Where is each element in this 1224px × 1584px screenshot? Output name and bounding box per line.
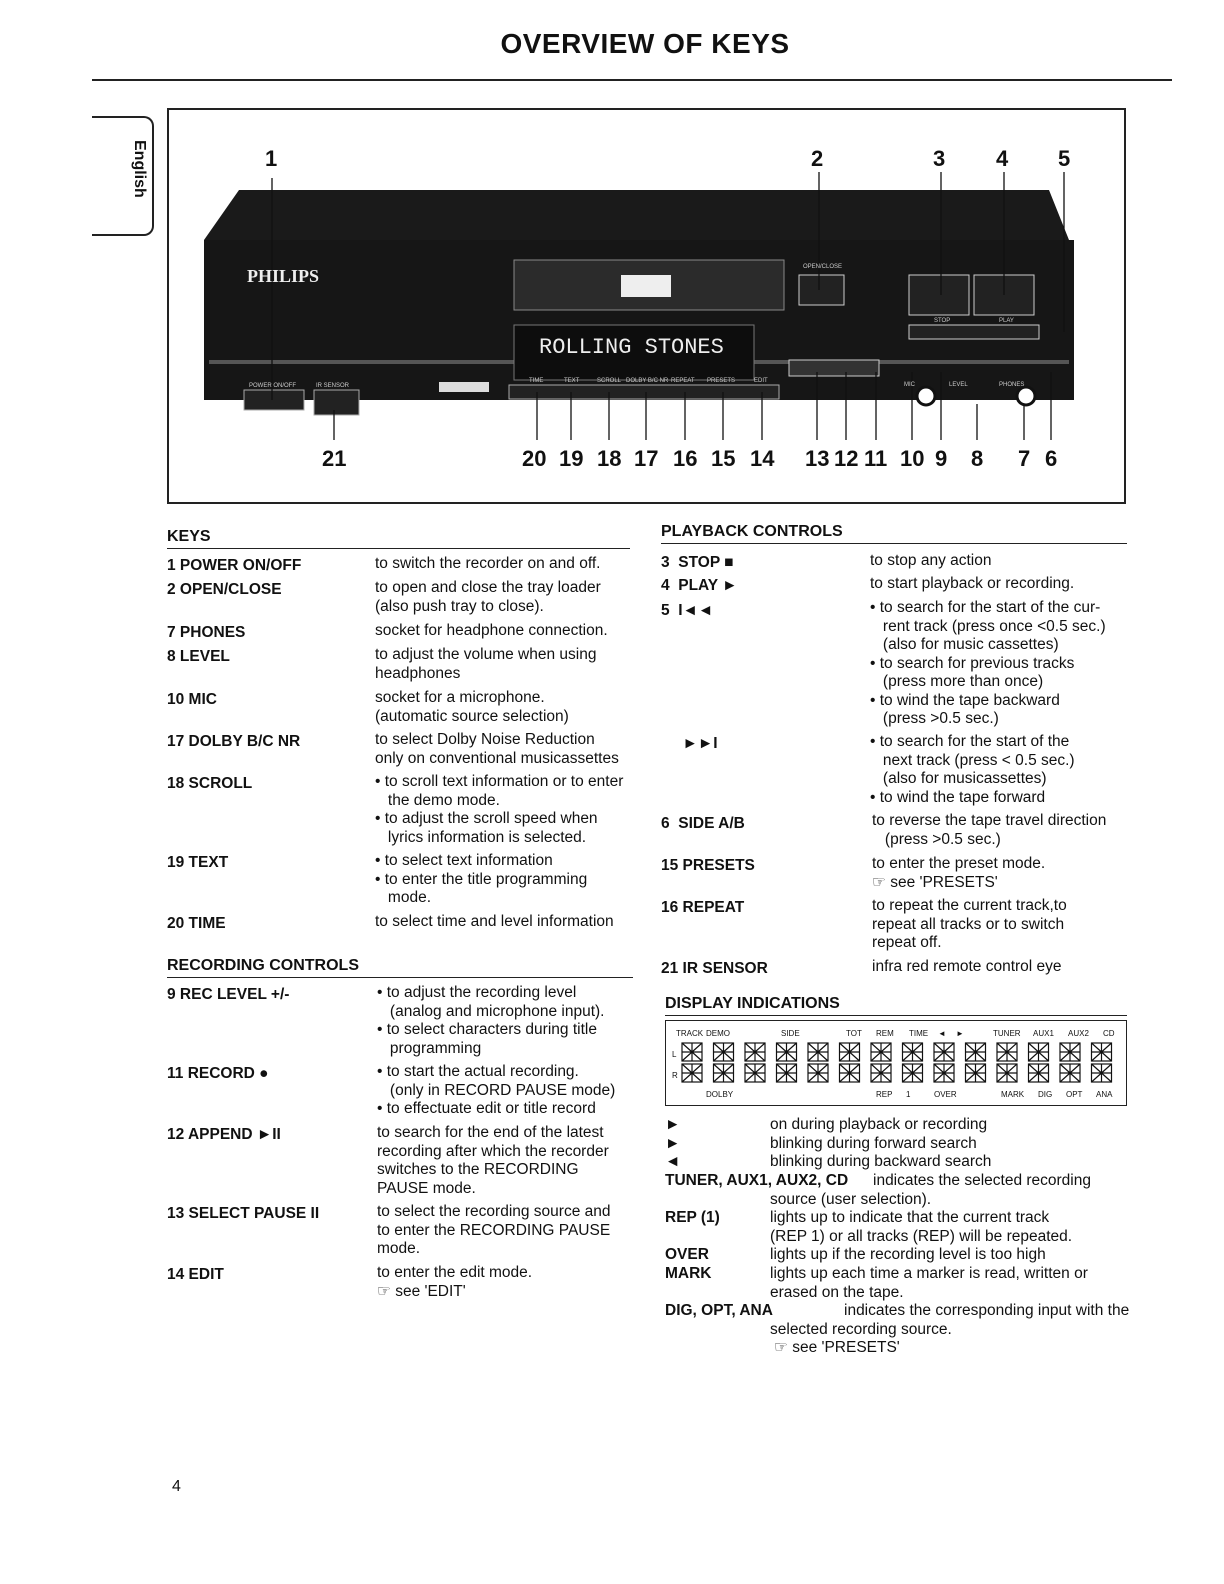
page-number: 4: [172, 1478, 181, 1495]
display-segment-strokes: [966, 1064, 986, 1082]
key-description: • to select text information • to enter the title programming mode.: [375, 852, 588, 906]
panel-label-edit: EDIT: [754, 378, 768, 384]
key-description: • to search for the start of the next track (press < 0.5 sec.) (also for musicassettes) • to wind the tape forward: [870, 733, 1075, 806]
panel-label-level: LEVEL: [949, 382, 968, 388]
disp-label-rev: ◄: [938, 1029, 946, 1038]
disp-label-dolby: DOLBY: [706, 1090, 734, 1099]
display-segment-strokes: [1060, 1043, 1080, 1061]
key-label: 4 PLAY ►: [661, 577, 738, 594]
panel-label-scroll: SCROLL: [597, 378, 622, 384]
key-label: 5 I◄◄: [661, 602, 714, 619]
disp-label-side: SIDE: [781, 1029, 800, 1038]
panel-label-open-close: OPEN/CLOSE: [803, 264, 843, 270]
indication-text: lights up each time a marker is read, written or erased on the tape.: [770, 1265, 1088, 1301]
panel-label-presets: PRESETS: [707, 378, 736, 384]
display-segment-strokes: [934, 1064, 954, 1082]
key-label: 10 MIC: [167, 691, 217, 708]
disp-label-ana: ANA: [1096, 1090, 1113, 1099]
display-diagram: [665, 1020, 1127, 1106]
key-label: 15 PRESETS: [661, 857, 755, 874]
key-label: 18 SCROLL: [167, 775, 253, 792]
indication-row: [665, 1209, 1135, 1245]
panel-label-ir-sensor: IR SENSOR: [316, 383, 350, 389]
key-description: to adjust the volume when using headphones: [375, 646, 597, 682]
callout-top: 1: [265, 146, 278, 171]
panel-label-stop: STOP: [934, 318, 951, 324]
disp-label-aux1: AUX1: [1033, 1029, 1054, 1038]
callout-bottom: 21: [322, 446, 347, 471]
key-description: • to scroll text information or to enter the demo mode. • to adjust the scroll speed when lyrics information is selected.: [375, 773, 624, 846]
indication-symbol: TUNER, AUX1, AUX2, CD: [665, 1172, 849, 1189]
indication-symbol: REP (1): [665, 1209, 720, 1226]
disp-label-time: TIME: [909, 1029, 929, 1038]
callout-top: 5: [1058, 146, 1071, 171]
section-heading-recording: RECORDING CONTROLS: [167, 957, 633, 978]
key-description: to search for the end of the latest recording after which the recorder switches to the RECORDING PAUSE mode.: [377, 1124, 609, 1197]
disp-label-r: R: [672, 1071, 678, 1080]
callout-bottom: 6: [1045, 446, 1058, 471]
callout-bottom: 12: [834, 446, 859, 471]
callout-bottom: 17: [634, 446, 659, 471]
callout-bottom: 13: [805, 446, 830, 471]
key-label: 16 REPEAT: [661, 899, 745, 916]
panel-label-power: POWER ON/OFF: [249, 383, 296, 389]
key-description: • to start the actual recording. (only in RECORD PAUSE mode) • to effectuate edit or title record: [377, 1063, 616, 1117]
callout-bottom: 10: [900, 446, 925, 471]
indication-text: indicates the selected recording source (user selection).: [770, 1172, 1091, 1208]
callout-bottom: 15: [711, 446, 736, 471]
key-label: 12 APPEND ►II: [167, 1126, 281, 1143]
display-segment-strokes: [966, 1043, 986, 1061]
indication-row: [665, 1116, 1135, 1135]
key-description: to open and close the tray loader (also push tray to close).: [375, 579, 601, 615]
page-title: OVERVIEW OF KEYS: [500, 28, 790, 59]
key-label: 1 POWER ON/OFF: [167, 557, 302, 574]
key-description: to select Dolby Noise Reduction only on conventional musicassettes: [375, 731, 619, 767]
display-segment-strokes: [840, 1064, 860, 1082]
display-segment-strokes: [682, 1043, 702, 1061]
callout-bottom: 8: [971, 446, 984, 471]
indication-row: [665, 1172, 1135, 1208]
disp-label-opt: OPT: [1066, 1090, 1083, 1099]
indication-row: [665, 1135, 1135, 1154]
panel-label-phones: PHONES: [999, 382, 1025, 388]
indication-row: [665, 1246, 1135, 1265]
key-label: 8 LEVEL: [167, 648, 230, 665]
disp-label-rep1: 1: [906, 1090, 911, 1099]
key-label: 9 REC LEVEL +/-: [167, 986, 290, 1003]
panel-label-dolby: DOLBY B/C NR: [626, 378, 669, 384]
panel-label-play: PLAY: [999, 318, 1014, 324]
key-description: to select time and level information: [375, 913, 614, 930]
indication-text: lights up to indicate that the current track (REP 1) or all tracks (REP) will be repeated.: [770, 1209, 1073, 1245]
key-description: to enter the preset mode. ☞ see 'PRESETS': [872, 855, 1046, 891]
indication-row: [665, 1302, 1135, 1356]
disp-label-mark: MARK: [1001, 1090, 1025, 1099]
key-description: to start playback or recording.: [870, 575, 1075, 592]
indication-row: [665, 1153, 1135, 1172]
key-description: infra red remote control eye: [872, 958, 1062, 975]
indication-text: on during playback or recording: [770, 1116, 988, 1133]
indication-symbol: ◄: [665, 1153, 681, 1170]
display-segment-strokes: [997, 1043, 1017, 1061]
disp-label-cd: CD: [1103, 1029, 1115, 1038]
indication-row: [665, 1265, 1135, 1301]
key-description: to enter the edit mode. ☞ see 'EDIT': [377, 1264, 533, 1300]
callout-top: 2: [811, 146, 824, 171]
display-segment-strokes: [714, 1043, 734, 1061]
indication-symbol: ►: [665, 1135, 681, 1152]
key-description: socket for headphone connection.: [375, 622, 608, 639]
disp-label-track: TRACK: [676, 1029, 704, 1038]
display-segment-strokes: [871, 1064, 891, 1082]
display-segment-strokes: [745, 1043, 765, 1061]
disp-label-demo: DEMO: [706, 1029, 730, 1038]
device-figure: [167, 108, 1126, 504]
callout-bottom: 20: [522, 446, 547, 471]
cassette-recorder-illustration: [169, 110, 1124, 502]
indication-symbol: DIG, OPT, ANA: [665, 1302, 773, 1319]
device-display-text: ROLLING STONES: [539, 335, 724, 360]
display-segment-strokes: [714, 1064, 734, 1082]
section-heading-keys: KEYS: [167, 528, 630, 549]
display-segment-strokes: [997, 1064, 1017, 1082]
key-label: 17 DOLBY B/C NR: [167, 733, 301, 750]
panel-label-mic: MIC: [904, 382, 915, 388]
key-label: 20 TIME: [167, 915, 226, 932]
disp-label-over: OVER: [934, 1090, 957, 1099]
callout-bottom: 18: [597, 446, 622, 471]
callout-bottom: 11: [864, 446, 888, 471]
display-segment-strokes: [903, 1064, 923, 1082]
disp-label-fwd: ►: [956, 1029, 964, 1038]
display-segment-strokes: [840, 1043, 860, 1061]
display-segment-strokes: [777, 1064, 797, 1082]
panel-label-text: TEXT: [564, 378, 580, 384]
callout-top: 4: [996, 146, 1009, 171]
callout-top: 3: [933, 146, 946, 171]
display-segments-illustration: [666, 1021, 1126, 1105]
display-segment-strokes: [1029, 1064, 1049, 1082]
display-segment-strokes: [871, 1043, 891, 1061]
disp-label-aux2: AUX2: [1068, 1029, 1089, 1038]
panel-label-repeat: REPEAT: [671, 378, 695, 384]
disp-label-dig: DIG: [1038, 1090, 1053, 1099]
key-label: ►►I: [661, 735, 718, 752]
display-segment-strokes: [1092, 1043, 1112, 1061]
key-label: 11 RECORD ●: [167, 1065, 269, 1082]
language-tab-label: English: [131, 140, 148, 198]
indication-text: blinking during backward search: [770, 1153, 992, 1170]
callout-bottom: 14: [750, 446, 775, 471]
key-label: 2 OPEN/CLOSE: [167, 581, 282, 598]
key-label: 14 EDIT: [167, 1266, 224, 1283]
display-segment-strokes: [1060, 1064, 1080, 1082]
display-segment-strokes: [808, 1064, 828, 1082]
disp-label-rem: REM: [876, 1029, 894, 1038]
display-segment-strokes: [745, 1064, 765, 1082]
display-segment-strokes: [777, 1043, 797, 1061]
indication-text: indicates the corresponding input with the selected recording source. ☞ see 'PRESETS': [770, 1302, 1130, 1356]
display-segment-strokes: [1092, 1064, 1112, 1082]
key-description: socket for a microphone. (automatic source selection): [375, 689, 569, 725]
key-label: 13 SELECT PAUSE II: [167, 1205, 320, 1222]
key-description: to stop any action: [870, 552, 992, 569]
key-label: 7 PHONES: [167, 624, 246, 641]
panel-label-time: TIME: [529, 378, 544, 384]
key-label: 19 TEXT: [167, 854, 229, 871]
indication-symbol: OVER: [665, 1246, 709, 1263]
key-description: • to adjust the recording level (analog and microphone input). • to select characters during title programming: [377, 984, 605, 1057]
indication-text: lights up if the recording level is too high: [770, 1246, 1046, 1263]
disp-label-tot: TOT: [846, 1029, 862, 1038]
disp-label-rep: REP: [876, 1090, 893, 1099]
section-heading-playback: PLAYBACK CONTROLS: [661, 523, 1127, 544]
display-segment-strokes: [682, 1064, 702, 1082]
callout-bottom: 7: [1018, 446, 1031, 471]
key-description: to switch the recorder on and off.: [375, 555, 601, 572]
display-segment-strokes: [1029, 1043, 1049, 1061]
indication-text: blinking during forward search: [770, 1135, 977, 1152]
display-segment-strokes: [934, 1043, 954, 1061]
callout-bottom: 9: [935, 446, 948, 471]
key-description: • to search for the start of the cur- rent track (press once <0.5 sec.) (also for music cassettes) • to search for previous tracks (press more than once) • to wind the tape backward (press >0.5 sec.): [870, 599, 1106, 727]
section-heading-display: DISPLAY INDICATIONS: [665, 995, 1127, 1016]
disp-label-tuner: TUNER: [993, 1029, 1021, 1038]
brand-logo: PHILIPS: [247, 266, 320, 286]
display-segment-strokes: [808, 1043, 828, 1061]
indication-symbol: MARK: [665, 1265, 712, 1282]
disp-label-l: L: [672, 1050, 677, 1059]
callout-bottom: 16: [673, 446, 698, 471]
key-description: to select the recording source and to enter the RECORDING PAUSE mode.: [377, 1203, 611, 1257]
callout-bottom: 19: [559, 446, 584, 471]
key-label: 3 STOP ■: [661, 554, 734, 571]
key-description: to reverse the tape travel direction (press >0.5 sec.): [872, 812, 1107, 848]
indication-symbol: ►: [665, 1116, 681, 1133]
display-segment-strokes: [903, 1043, 923, 1061]
key-label: 21 IR SENSOR: [661, 960, 768, 977]
title-rule: [92, 79, 1172, 81]
key-description: to repeat the current track,to repeat all tracks or to switch repeat off.: [872, 897, 1067, 951]
key-label: 6 SIDE A/B: [661, 815, 745, 832]
